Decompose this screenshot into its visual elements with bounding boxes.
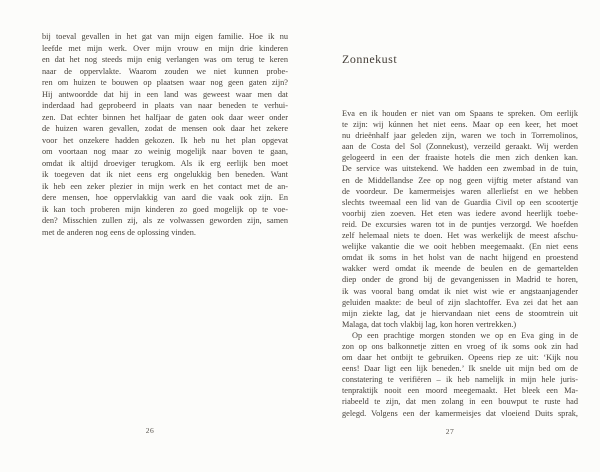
text-line: Hij antwoordde dat hij in een land was geweest waar men dat	[42, 89, 288, 99]
text-line: bij toeval gevallen in het gat van mijn eigen familie. Hoe ik nu	[42, 32, 288, 41]
text-line: Op een prachtige morgen stonden we op en Eva ging in de	[352, 330, 578, 340]
text-line: ik toegeven dat ik niet eens erg ongelukkig ben beneden. Want	[42, 170, 288, 179]
text-line: eens! Daar ligt een lijk beneden.’ Ik snelde uit mijn bed om de	[342, 364, 578, 374]
text-line: zen. Dat echter binnen het halfjaar de gaten ook daar weer onder	[42, 112, 288, 122]
text-line: nu drieënhalf jaar geleden zijn, waren we toch in Torremolinos,	[342, 131, 578, 141]
text-line: riabeeld te zijn, dat men zolang in een bouwput te ruste had	[342, 397, 578, 407]
text-line: met de anderen nog eens de oplossing vinden.	[42, 227, 196, 237]
page-number-right: 27	[445, 427, 455, 436]
text-line: voorbij zien zoeven. Het eten was iedere avond heerlijk toebe-	[342, 208, 578, 218]
text-line: de voordeur. De kamermeisjes waren allerliefst en we hebben	[342, 186, 578, 196]
text-line: ren om huizen te bouwen op plaatsen waar nog geen gaten zijn?	[42, 78, 288, 87]
text-line: Eva en ik houden er niet van om Spaans te spreken. Om eerlijk	[342, 109, 578, 118]
text-line: constatering te verifiëren – ik heb namelijk in mijn hele juris-	[342, 375, 578, 385]
text-line: den? Misschien zullen zij, als ze volwassen geworden zijn, samen	[42, 216, 288, 225]
text-line: mijn ziekte lag, dat je hiervandaan niet eens de stoomtrein uit	[342, 308, 578, 318]
text-line: slechts tweemaal een lid van de Guardia Civil op een scootertje	[342, 197, 578, 207]
text-line: ik was vooral bang omdat ik niet wist wie er angstaanjagender	[342, 286, 578, 296]
text-line: naar de oppervlakte. Waarom zouden we niet kunnen probe-	[42, 66, 288, 76]
text-line: ik kan toch proberen mijn kinderen zo goed mogelijk op te voe-	[42, 204, 288, 214]
text-line: tenpraktijk nooit een moord meegemaakt. Het bleek een Ma-	[342, 386, 578, 396]
text-line: om voortaan nog maar zo weinig mogelijk naar boven te gaan,	[42, 147, 288, 156]
text-line: gelogeerd in een der fraaiste hotels die men zich denken kan.	[342, 153, 578, 163]
text-line: ik heb een zeker plezier in mijn werk en het contact met de an-	[42, 181, 288, 191]
text-line: te zijn: wij kúnnen het niet eens. Maar op een keer, het moet	[342, 120, 578, 130]
text-line: voor het onzekere hadden gekozen. Ik heb nu het plan opgevat	[42, 135, 288, 145]
text-line: geluiden maakte: de beul of zijn slachtoffer. Eva zei dat het aan	[342, 297, 578, 307]
text-line: aan de Costa del Sol (Zonnekust), verzeild geraakt. Wij werden	[342, 142, 578, 152]
text-line: zelf helemaal niets te doen. Het was werkelijk de meest afschu-	[342, 231, 578, 241]
text-line: leefde met mijn werk. Over mijn vrouw en mijn drie kinderen	[42, 43, 288, 53]
text-line: en dat het nog steeds mijn enig verlangen was om terug te keren	[42, 55, 288, 64]
left-page-text	[42, 31, 288, 238]
text-line: inderdaad had geprobeerd in plaats van naar beneden te verhui-	[42, 101, 288, 110]
text-line: omdat ik altijd droeviger terugkom. Als ik erg eerlijk ben moet	[42, 158, 288, 168]
text-line: wakker werd omdat ik meende de beulen en de gemartelden	[342, 264, 578, 274]
text-line: De service was uitstekend. We hadden een zwembad in de tuin,	[342, 164, 578, 174]
text-line: omdat ik soms in het holst van de nacht hijgend en proestend	[342, 253, 578, 263]
text-line: Malaga, dat toch vlakbij lag, kon horen vertrekken.)	[342, 319, 517, 329]
right-page-text	[342, 108, 578, 419]
page-number-left: 26	[145, 426, 155, 435]
text-line: de huizen waren gevallen, zodat de mensen ook daar het zekere	[42, 124, 288, 133]
text-line: diep onder de grond bij de gevangenissen in Madrid te horen,	[342, 275, 578, 285]
text-line: welijke vakantie die we ooit hebben meegemaakt. (En niet eens	[342, 242, 578, 252]
chapter-heading: Zonnekust	[342, 52, 398, 66]
text-line: en de Middellandse Zee op nog geen vijftig meter afstand van	[342, 175, 578, 185]
text-line: zon op ons balkonnetje zitten en vroeg of ik soms ook zin had	[342, 341, 578, 351]
text-line: dere mensen, hoe oppervlakkig van aard die vaak ook zijn. En	[42, 193, 288, 202]
text-line: om daar het ontbijt te gebruiken. Opeens riep ze uit: ‘Kijk nou	[342, 353, 578, 363]
text-line: gelegd. Volgens een der kamermeisjes dat vloeiend Duits sprak,	[342, 408, 578, 418]
text-line: reid. De excursies waren tot in de puntjes verzorgd. We hoefden	[342, 219, 578, 229]
